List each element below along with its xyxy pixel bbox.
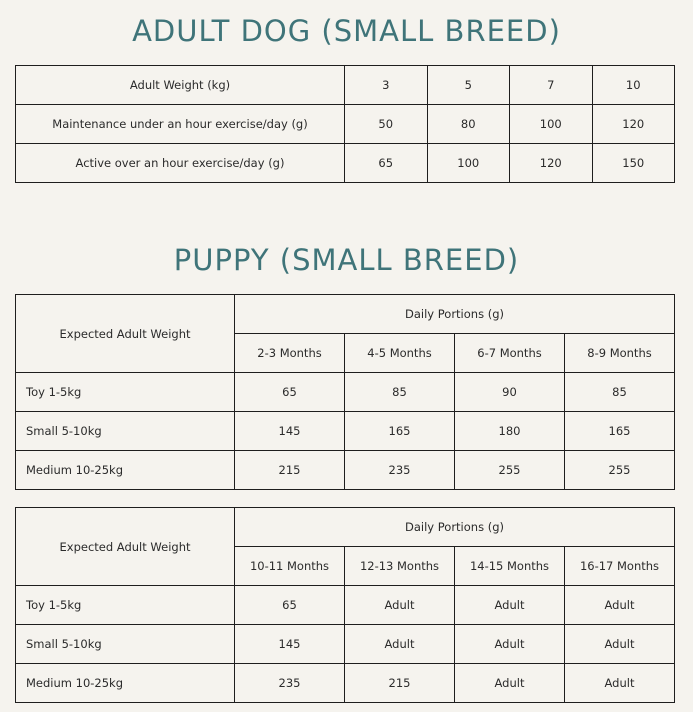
puppy-feeding-table-1 xyxy=(15,294,675,490)
row-label: Small 5-10kg xyxy=(16,412,235,451)
cell: 165 xyxy=(345,412,455,451)
puppy-section-title: PUPPY (SMALL BREED) xyxy=(173,243,520,277)
column-header: 6-7 Months xyxy=(455,334,565,373)
cell: 65 xyxy=(345,144,428,183)
cell: 10 xyxy=(592,66,675,105)
table-row xyxy=(16,586,675,625)
group-header: Daily Portions (g) xyxy=(235,508,675,547)
row-label: Active over an hour exercise/day (g) xyxy=(16,144,345,183)
adult-feeding-table xyxy=(15,65,675,183)
cell: 150 xyxy=(592,144,675,183)
cell: Adult xyxy=(345,625,455,664)
column-header: 8-9 Months xyxy=(565,334,675,373)
cell: 235 xyxy=(235,664,345,703)
table-row xyxy=(16,144,675,183)
cell: Adult xyxy=(565,625,675,664)
row-label: Adult Weight (kg) xyxy=(16,66,345,105)
cell: 65 xyxy=(235,373,345,412)
row-label: Medium 10-25kg xyxy=(16,664,235,703)
cell: 80 xyxy=(427,105,510,144)
group-header: Daily Portions (g) xyxy=(235,295,675,334)
row-label: Small 5-10kg xyxy=(16,625,235,664)
column-header: 10-11 Months xyxy=(235,547,345,586)
cell: 3 xyxy=(345,66,428,105)
cell: 215 xyxy=(235,451,345,490)
cell: 85 xyxy=(345,373,455,412)
cell: 120 xyxy=(510,144,593,183)
table-row xyxy=(16,105,675,144)
column-header: 16-17 Months xyxy=(565,547,675,586)
cell: 85 xyxy=(565,373,675,412)
adult-section-title: ADULT DOG (SMALL BREED) xyxy=(132,14,561,48)
puppy-feeding-table-2 xyxy=(15,507,675,703)
cell: 50 xyxy=(345,105,428,144)
table-row xyxy=(16,412,675,451)
cell: 100 xyxy=(510,105,593,144)
table-header-row xyxy=(16,508,675,547)
cell: Adult xyxy=(455,664,565,703)
cell: 120 xyxy=(592,105,675,144)
cell: 100 xyxy=(427,144,510,183)
cell: 215 xyxy=(345,664,455,703)
table-row xyxy=(16,451,675,490)
cell: 255 xyxy=(565,451,675,490)
row-header: Expected Adult Weight xyxy=(16,508,235,586)
table-row xyxy=(16,373,675,412)
cell: 165 xyxy=(565,412,675,451)
row-label: Toy 1-5kg xyxy=(16,373,235,412)
cell: 145 xyxy=(235,625,345,664)
cell: Adult xyxy=(565,664,675,703)
table-row xyxy=(16,664,675,703)
cell: 90 xyxy=(455,373,565,412)
cell: 235 xyxy=(345,451,455,490)
row-header: Expected Adult Weight xyxy=(16,295,235,373)
row-label: Maintenance under an hour exercise/day (g) xyxy=(16,105,345,144)
column-header: 14-15 Months xyxy=(455,547,565,586)
cell: Adult xyxy=(455,625,565,664)
table-row xyxy=(16,625,675,664)
table-row xyxy=(16,66,675,105)
cell: Adult xyxy=(345,586,455,625)
row-label: Toy 1-5kg xyxy=(16,586,235,625)
cell: 255 xyxy=(455,451,565,490)
cell: 145 xyxy=(235,412,345,451)
cell: 7 xyxy=(510,66,593,105)
column-header: 4-5 Months xyxy=(345,334,455,373)
column-header: 12-13 Months xyxy=(345,547,455,586)
cell: Adult xyxy=(455,586,565,625)
row-label: Medium 10-25kg xyxy=(16,451,235,490)
table-header-row xyxy=(16,295,675,334)
cell: Adult xyxy=(565,586,675,625)
column-header: 2-3 Months xyxy=(235,334,345,373)
cell: 65 xyxy=(235,586,345,625)
cell: 180 xyxy=(455,412,565,451)
cell: 5 xyxy=(427,66,510,105)
